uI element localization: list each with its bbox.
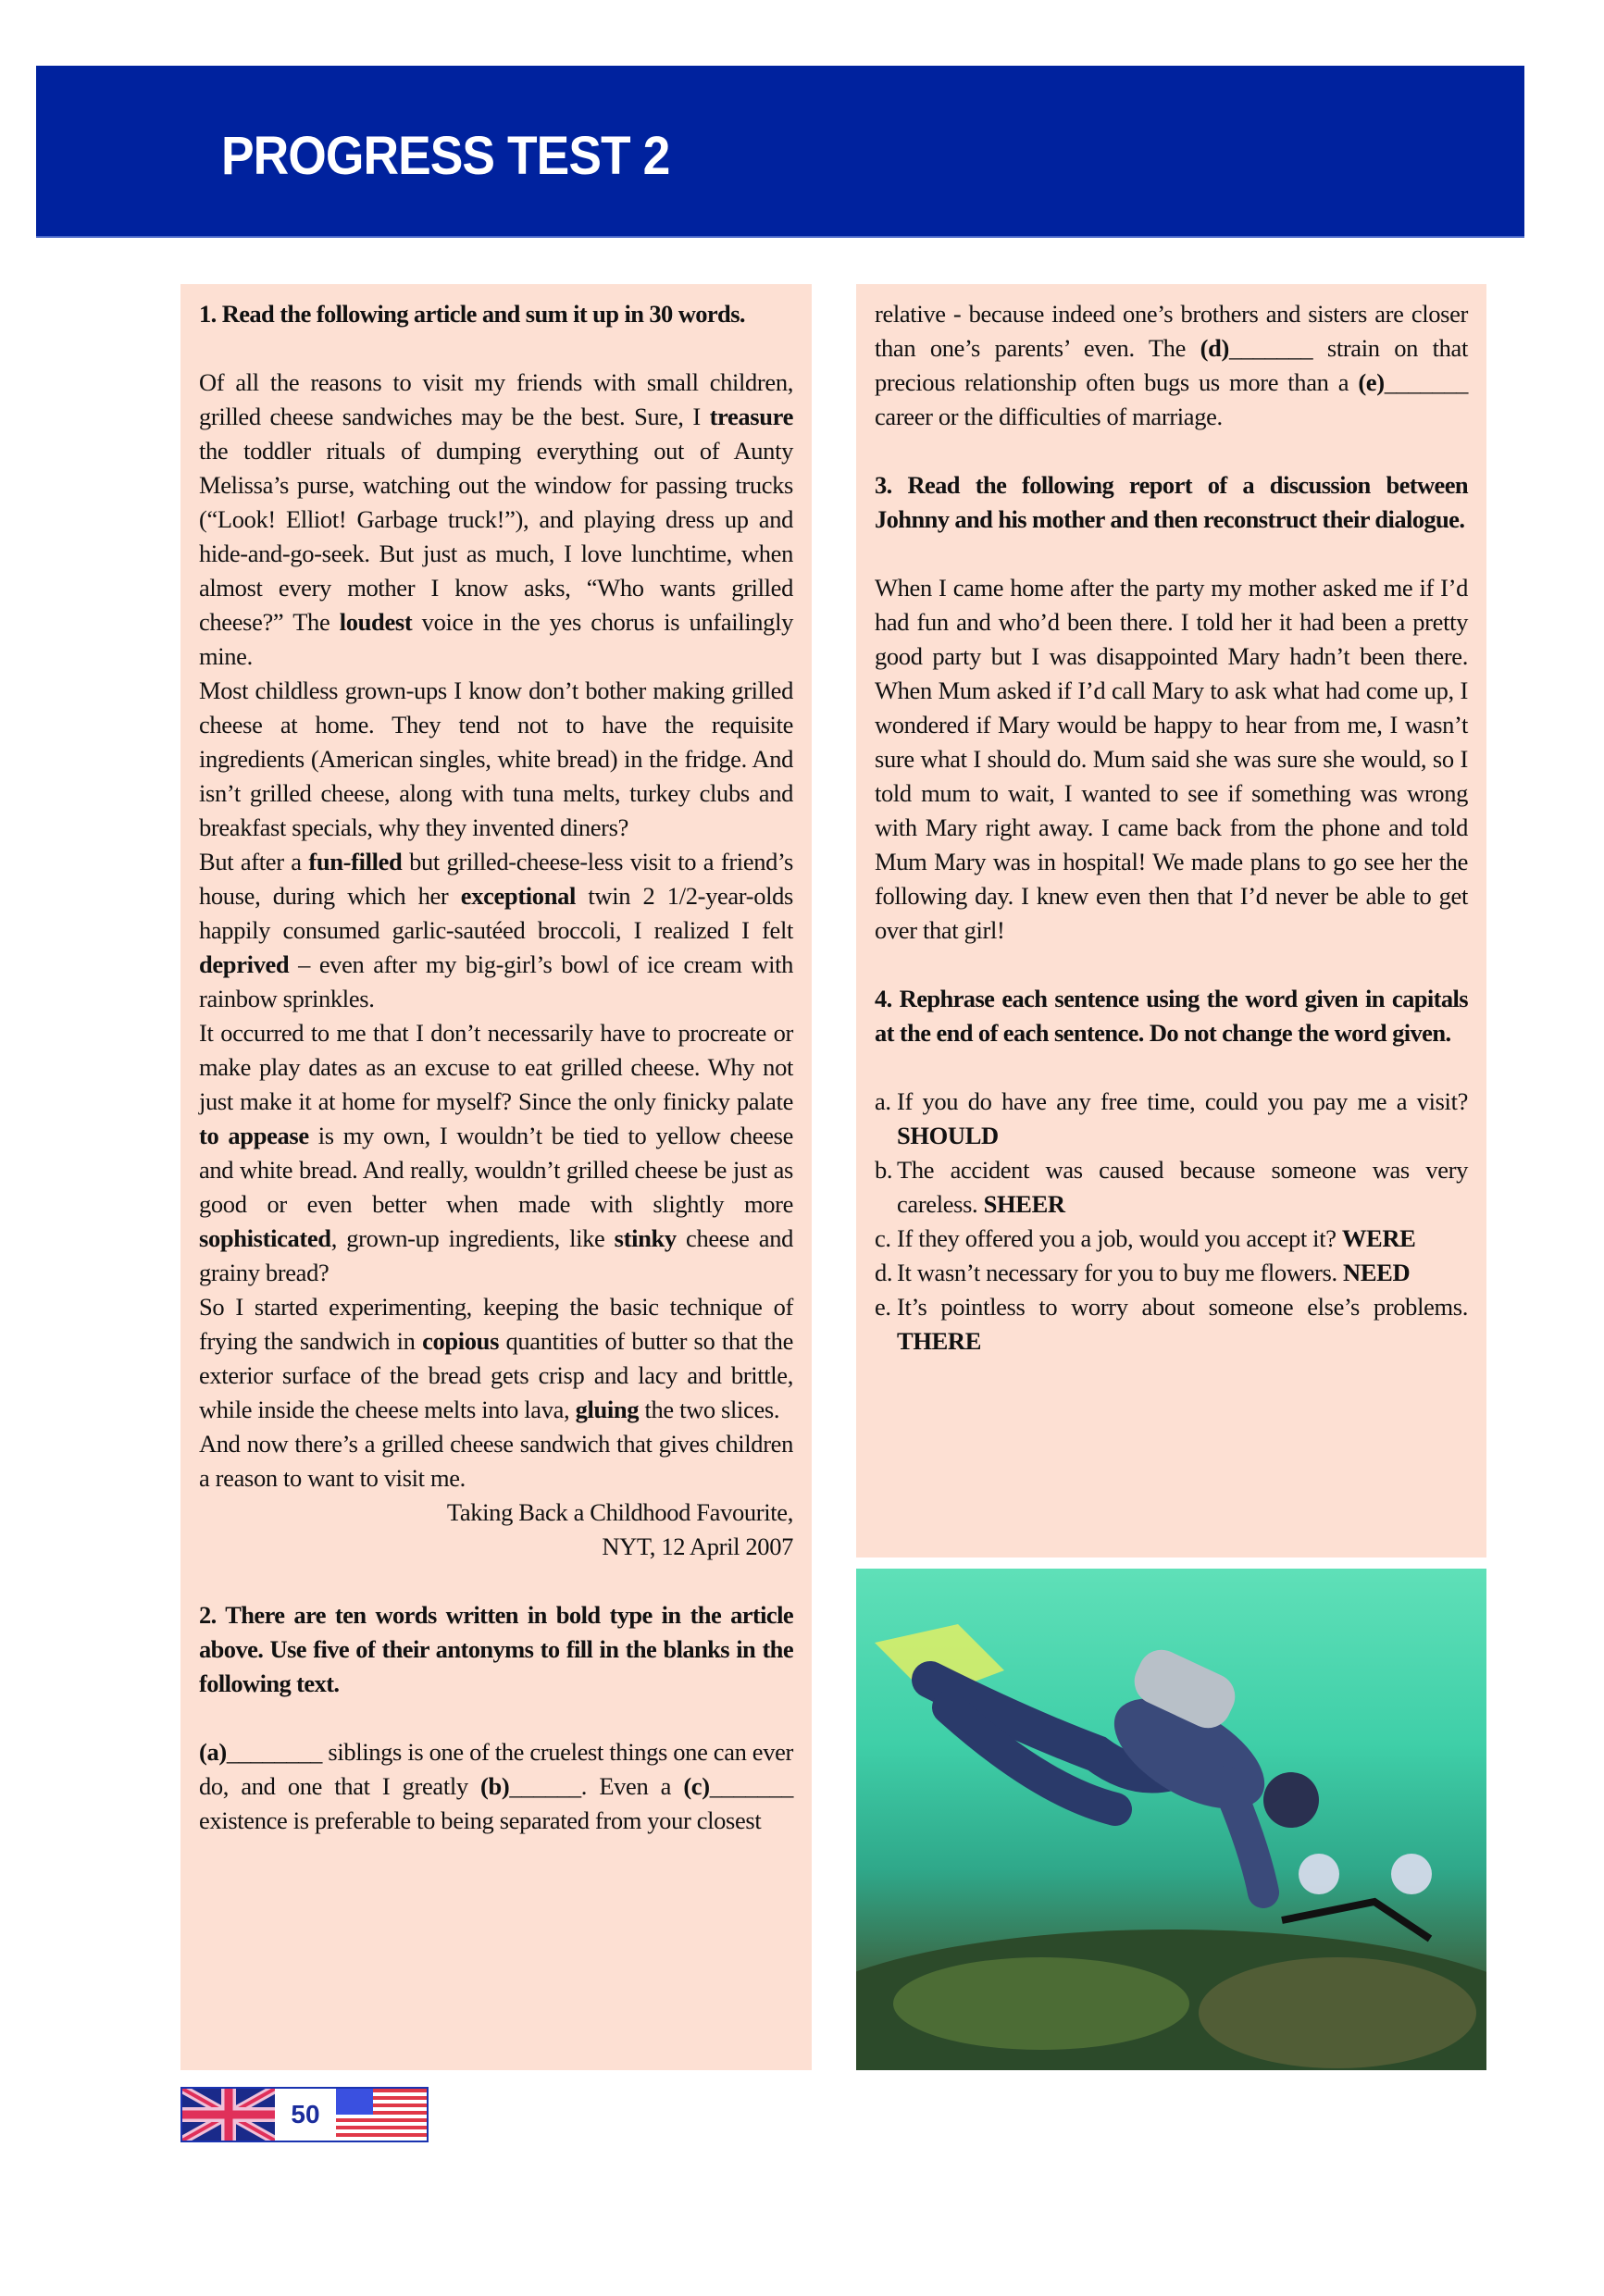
text-segment: And now there’s a grilled cheese sandwich that gives children a reason to want to visit me. xyxy=(199,1430,793,1492)
bold-word: copious xyxy=(422,1327,500,1355)
text-segment: relative - because indeed one’s brothers and sisters are closer than one’s parents’ even. The xyxy=(875,300,1468,362)
bold-word: fun-filled xyxy=(308,848,403,875)
text-segment: is my own, I wouldn’t be tied to yellow cheese and white bread. And really, wouldn’t grilled cheese be just as good or even better when made with slightly more xyxy=(199,1122,793,1218)
text-segment: ______. Even a xyxy=(509,1772,684,1800)
text-segment: It occurred to me that I don’t necessarily have to procreate or make play dates as an excuse to eat grilled cheese. Why not just make it at home for myself? Since the only finicky palate xyxy=(199,1019,793,1115)
rephrase-item xyxy=(875,1222,1468,1256)
rephrase-list xyxy=(875,1085,1468,1359)
bold-word: to appease xyxy=(199,1122,309,1149)
item-text: If you do have any free time, could you pay me a visit? xyxy=(897,1087,1468,1115)
text-segment: Of all the reasons to visit my friends with small children, grilled cheese sandwiches may be the best. Sure, I xyxy=(199,368,793,430)
text-segment: but grilled-cheese-less visit to a friend’s house, during which her xyxy=(199,848,794,910)
uk-flag-icon xyxy=(182,2089,275,2141)
bold-word: stinky xyxy=(614,1224,677,1252)
right-column-box xyxy=(856,284,1486,1558)
bold-word: (c) xyxy=(683,1772,710,1800)
bold-word: gluing xyxy=(575,1396,640,1423)
page-header-banner xyxy=(36,66,1524,238)
text-segment: , grown-up ingredients, like xyxy=(330,1224,615,1252)
rephrase-item xyxy=(875,1290,1468,1359)
rephrase-item xyxy=(875,1085,1468,1153)
left-column-box xyxy=(180,284,812,2070)
item-keyword: NEED xyxy=(1343,1259,1411,1286)
article-source-date: NYT, 12 April 2007 xyxy=(602,1533,793,1560)
bold-word: deprived xyxy=(199,950,290,978)
item-key: b. xyxy=(875,1156,893,1184)
item-keyword: WERE xyxy=(1341,1224,1416,1252)
text-segment: So I started experimenting, keeping the basic technique of frying the sandwich in xyxy=(199,1293,793,1355)
bold-word: loudest xyxy=(339,608,413,636)
item-key: e. xyxy=(875,1293,891,1321)
text-segment: cheese and grainy bread? xyxy=(199,1224,794,1286)
bold-word: (d) xyxy=(1200,334,1229,362)
text-segment: But after a xyxy=(199,848,309,875)
text-segment: the toddler rituals of dumping everything out of Aunty Melissa’s purse, watching out the window for passing trucks (“Look! Elliot! Garbage truck!”), and playing dress up and hide-and-go-seek. But just as much, I love lunchtime, when almost every mother I know asks, “Who wants grilled cheese?” The xyxy=(199,437,793,636)
item-text: It’s pointless to worry about someone else’s problems. xyxy=(897,1293,1468,1321)
section-2-heading: 2. There are ten words written in bold type in the article above. Use five of their antonyms to fill in the blanks in the following text. xyxy=(199,1601,793,1697)
text-segment: voice in the yes chorus is unfailingly mine. xyxy=(199,608,793,670)
section-2-gap-text-part2 xyxy=(875,297,1468,434)
bold-word: (b) xyxy=(480,1772,510,1800)
rephrase-item xyxy=(875,1256,1468,1290)
item-text: It wasn’t necessary for you to buy me flowers. xyxy=(897,1259,1344,1286)
text-segment: _______ existence is preferable to being separated from your closest xyxy=(199,1772,793,1834)
section-3-heading: 3. Read the following report of a discussion between Johnny and his mother and then reconstruct their dialogue. xyxy=(875,471,1468,533)
item-keyword: SHOULD xyxy=(897,1122,999,1149)
text-segment: Most childless grown-ups I know don’t bother making grilled cheese at home. They tend not to have the requisite ingredients (American singles, white bread) in the fridge. And isn’t grilled cheese, along with tuna melts, turkey clubs and breakfast specials, why they invented diners? xyxy=(199,676,793,841)
text-segment: _______ career or the difficulties of marriage. xyxy=(875,368,1468,430)
text-segment: quantities of butter so that the exterior surface of the bread gets crisp and lacy and brittle, while inside the cheese melts into lava, xyxy=(199,1327,793,1423)
article-paragraph xyxy=(199,845,793,1016)
bold-word: exceptional xyxy=(460,882,577,910)
article-paragraph xyxy=(199,366,793,674)
section-1-heading: 1. Read the following article and sum it up in 30 words. xyxy=(199,300,745,328)
section-3-report-text: When I came home after the party my mother asked me if I’d had fun and who’d been there. I told her it had been a pretty good party but I was disappointed Mary hadn’t been there. When Mum asked if I’d call Mary to ask what had come up, I wondered if Mary would be happy to hear from me, I wasn’t sure what I should do. Mum said she was sure she would, so I told mum to wait, I wanted to see if something was wrong with Mary right away. I came back from the phone and told Mum Mary was in hospital! We made plans to go see her the following day. I knew even then that I’d never be able to get over that girl! xyxy=(875,574,1468,944)
article-paragraph xyxy=(199,674,793,845)
article-paragraph xyxy=(199,1427,793,1496)
article-paragraph xyxy=(199,1290,793,1427)
scuba-diver-photo xyxy=(856,1569,1486,2070)
bold-word: (a) xyxy=(199,1738,227,1766)
item-text: The accident was caused because someone was very careless. xyxy=(897,1156,1468,1218)
text-segment: the two slices. xyxy=(639,1396,780,1423)
article xyxy=(199,366,793,1564)
item-keyword: SHEER xyxy=(983,1190,1065,1218)
item-key: d. xyxy=(875,1259,893,1286)
diver-illustration xyxy=(856,1569,1486,2070)
text-segment: – even after my big-girl’s bowl of ice cream with rainbow sprinkles. xyxy=(199,950,793,1012)
bold-word: treasure xyxy=(709,403,793,430)
page-number: 50 xyxy=(275,2089,336,2141)
page-title: PROGRESS TEST 2 xyxy=(221,126,670,186)
item-key: a. xyxy=(875,1087,891,1115)
rephrase-item xyxy=(875,1153,1468,1222)
section-2-gap-text-part1 xyxy=(199,1735,793,1838)
item-keyword: THERE xyxy=(897,1327,982,1355)
page-footer xyxy=(180,2087,429,2142)
article-source-title: Taking Back a Childhood Favourite, xyxy=(446,1498,793,1526)
text-segment: ________ siblings is one of the cruelest things one can ever do, and one that I greatly xyxy=(199,1738,793,1800)
item-text: If they offered you a job, would you accept it? xyxy=(897,1224,1342,1252)
text-segment: twin 2 1/2-year-olds happily consumed garlic-sautéed broccoli, I realized I felt xyxy=(199,882,793,944)
bold-word: (e) xyxy=(1358,368,1385,396)
item-key: c. xyxy=(875,1224,891,1252)
bold-word: sophisticated xyxy=(199,1224,331,1252)
us-flag-icon xyxy=(336,2089,427,2141)
article-paragraph xyxy=(199,1016,793,1290)
section-4-heading: 4. Rephrase each sentence using the word given in capitals at the end of each sentence. Do not change the word given. xyxy=(875,985,1468,1047)
text-segment: _______ strain on that precious relationship often bugs us more than a xyxy=(875,334,1468,396)
